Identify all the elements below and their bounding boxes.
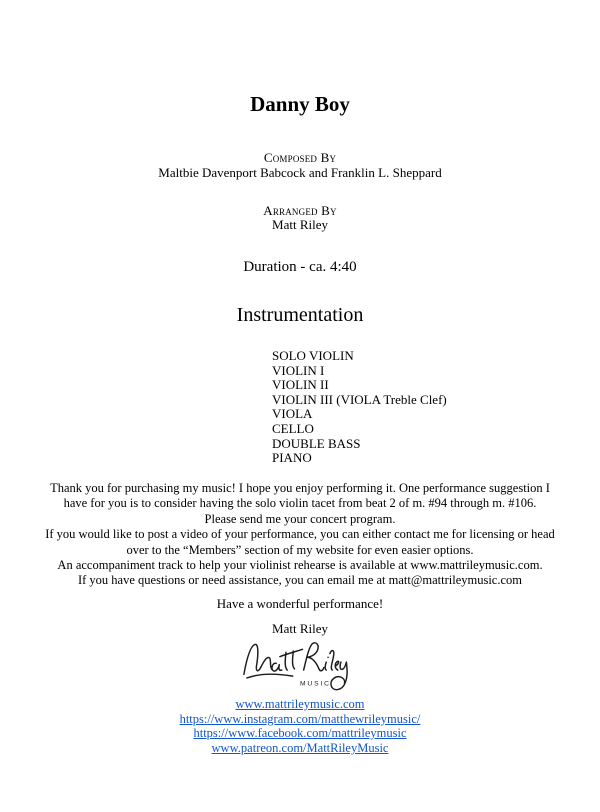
closing-message: Have a wonderful performance! bbox=[216, 596, 384, 611]
link-website[interactable]: www.mattrileymusic.com bbox=[235, 697, 365, 711]
arranged-by-label: Arranged By bbox=[263, 203, 337, 218]
duration-text: Duration - ca. 4:40 bbox=[243, 259, 357, 275]
instrument-item: DOUBLE BASS bbox=[272, 435, 361, 451]
signature-stroke bbox=[335, 661, 338, 670]
signature-stroke bbox=[325, 662, 326, 670]
signature-underline bbox=[247, 674, 293, 678]
signature-stroke bbox=[331, 662, 347, 690]
signature-stroke bbox=[272, 663, 282, 671]
matt-riley-music-logo bbox=[239, 636, 361, 698]
note-line: over to the “Members” section of my website for even easier options. bbox=[126, 542, 474, 557]
note-line: An accompaniment track to help your violinist rehearse is available at www.mattrileymusic.com. bbox=[57, 558, 543, 573]
instrument-item: VIOLA bbox=[272, 406, 313, 422]
signature-logo-icon bbox=[239, 636, 361, 698]
performance-notes bbox=[0, 481, 600, 589]
link-facebook[interactable]: https://www.facebook.com/mattrileymusic bbox=[193, 726, 407, 741]
instrument-item: VIOLIN III (VIOLA Treble Clef) bbox=[272, 391, 447, 407]
signature-stroke bbox=[244, 644, 272, 674]
instrumentation-heading: Instrumentation bbox=[236, 304, 364, 326]
logo-music-text: MUSIC bbox=[300, 680, 331, 688]
instrument-item: SOLO VIOLIN bbox=[272, 348, 354, 363]
links-list bbox=[0, 697, 600, 756]
note-line: have for you is to consider having the solo violin tacet from beat 2 of m. #94 through m. #106. bbox=[63, 496, 537, 511]
link-patreon[interactable]: www.patreon.com/MattRileyMusic bbox=[211, 741, 389, 756]
signature-stroke bbox=[304, 643, 324, 671]
note-line: If you have questions or need assistance, you can email me at matt@mattrileymusic.com bbox=[77, 573, 523, 588]
composed-by-label: Composed By bbox=[263, 150, 337, 165]
signature-i-dot bbox=[327, 656, 329, 658]
arranger-name: Matt Riley bbox=[272, 217, 328, 232]
page-title: Danny Boy bbox=[250, 92, 350, 116]
link-instagram[interactable]: https://www.instagram.com/matthewrileymusic/ bbox=[179, 711, 421, 726]
note-line: Please send me your concert program. bbox=[204, 511, 396, 526]
instrument-item: VIOLIN II bbox=[272, 377, 329, 393]
signature-name: Matt Riley bbox=[272, 621, 328, 636]
signature-stroke bbox=[280, 649, 303, 656]
instrumentation-list bbox=[272, 349, 447, 466]
note-line: Thank you for purchasing my music! I hope you enjoy performing it. One performance suggestion I bbox=[50, 481, 550, 495]
instrument-item: VIOLIN I bbox=[272, 362, 325, 378]
note-line: If you would like to post a video of your performance, you can either contact me for licensing or head bbox=[45, 527, 555, 542]
instrument-item: CELLO bbox=[272, 420, 314, 436]
instrument-item: PIANO bbox=[272, 450, 312, 466]
signature-stroke bbox=[293, 651, 295, 669]
signature-stroke bbox=[330, 651, 334, 670]
composers-names: Maltbie Davenport Babcock and Franklin L. Sheppard bbox=[158, 165, 442, 180]
